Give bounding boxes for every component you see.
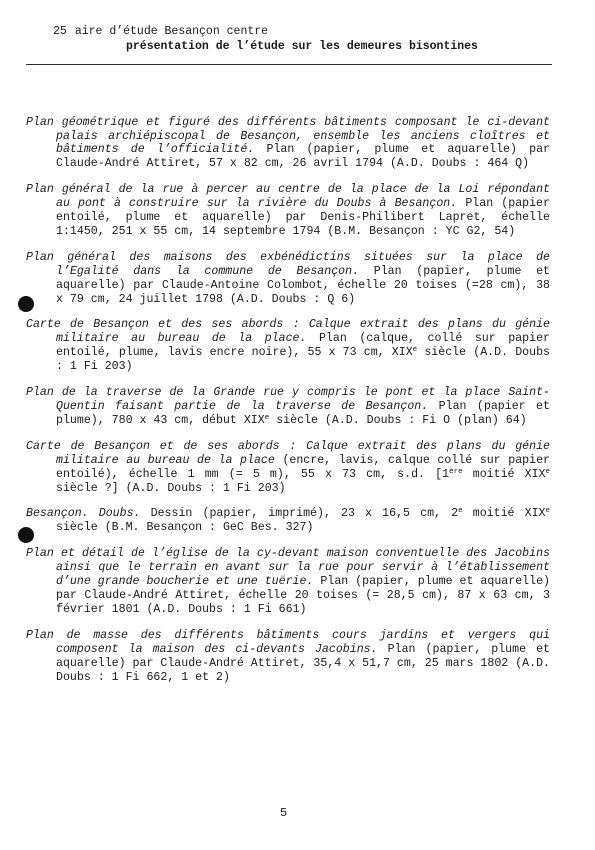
page-header [53, 24, 553, 54]
entry-title: Plan géométrique et figuré des différents bâtiments composant le ci-devant palais archiépiscopal de Besançon, ensemble les anciens cloîtres et bâtiments de l’officialité. [26, 115, 550, 157]
entry-title: Plan de masse des différents bâtiments cours jardins et vergers qui composent la maison des ci-devants Jacobins. [26, 628, 550, 656]
bibliography-entry [26, 629, 550, 685]
entry-title: Plan de la traverse de la Grande rue y compris le pont et la place Saint-Quentin faisant partie de la traverse de Besançon. [26, 386, 550, 413]
bibliography-entry [26, 183, 550, 239]
entry-title: Carte de Besançon et des ses abords : Calque extrait des plans du génie militaire au bureau de la place. [26, 318, 550, 346]
entry-description: Plan (papier, plume et aquarelle) par Claude-André Attiret, 35,4 x 51,7 cm, 25 mars 1802 (A.D. Doubs : 1 Fi 662, 1 et 2) [56, 642, 550, 684]
entry-description: Plan (papier, plume et aquarelle) par Claude-André Attiret, 57 x 82 cm, 26 avril 1794 (A.D. Doubs : 464 Q) [56, 143, 550, 171]
entry-title: Besançon. Doubs. [26, 507, 141, 521]
entry-description: Plan (papier, plume et aquarelle) par Claude-André Attiret, échelle 20 toises (= 28,5 cm), 87 x 63 cm, 3 février 1801 (A.D. Doubs : 1 Fi 661) [56, 575, 550, 616]
bibliography-entry [26, 507, 550, 535]
bibliography-entry [26, 386, 550, 428]
header-line [53, 24, 553, 39]
header-section: aire d’étude Besançon centre [74, 25, 269, 38]
bibliography-entry [26, 440, 550, 496]
entry-title: Plan général des maisons des exbénédictins situées sur la place de l’Egalité dans la commune de Besançon. [26, 250, 550, 278]
entry-title: Plan et détail de l’église de la cy-devant maison conventuelle des Jacobins ainsi que le terrain en avant sur la rue pour servir à l’établissement d’une grande boucherie et une tuërie. [26, 547, 550, 589]
header-rule [26, 64, 552, 65]
entry-description: (encre, lavis, calque collé sur papier entoilé), échelle 1 mm (= 5 m), 55 x 73 cm, s.d. [1ère moitié XIXe siècle ?] (A.D. Doubs : 1 Fi 203) [56, 453, 551, 495]
entry-description: Dessin (papier, imprimé), 23 x 16,5 cm, 2e moitié XIXe siècle (B.M. Besançon : GeC Bes. 327) [56, 507, 550, 535]
bibliography-entry [26, 116, 550, 172]
entry-description: Plan (papier et plume), 780 x 43 cm, début XIXe siècle (A.D. Doubs : Fi O (plan) 64) [56, 400, 550, 427]
header-subtitle: présentation de l’étude sur les demeures bisontines [126, 40, 478, 53]
bibliography-list [26, 104, 550, 696]
page-number: 5 [280, 806, 288, 820]
entry-description: Plan (calque, collé sur papier entoilé, plume, lavis encre noire), 55 x 73 cm, XIXe siècle (A.D. Doubs : 1 Fi 203) [56, 332, 550, 374]
entry-title: Carte de Besançon et de ses abords : Calque extrait des plans du génie militaire au bureau de la place [26, 439, 550, 467]
bibliography-entry [26, 251, 550, 307]
entry-description: Plan (papier, plume et aquarelle) par Claude-Antoine Colombot, échelle 20 toises (=28 cm), 38 x 79 cm, 24 juillet 1798 (A.D. Doubs : Q 6) [56, 264, 551, 306]
bibliography-entry [26, 547, 550, 617]
bibliography-entry [26, 318, 550, 374]
entry-description: Plan (papier entoilé, plume et aquarelle) par Denis-Philibert Lapret, échelle 1:1450, 251 x 55 cm, 14 septembre 1794 (B.M. Besançon : YC G2, 54) [56, 197, 550, 238]
entry-title: Plan général de la rue à percer au centre de la place de la Loi répondant au pont à construire sur la rivière du Doubs à Besançon. [26, 183, 550, 211]
header-page-ref: 25 [53, 25, 67, 38]
